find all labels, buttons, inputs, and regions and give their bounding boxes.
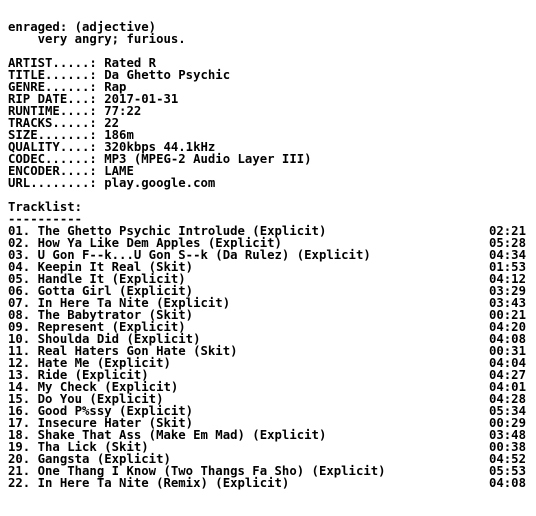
- info-label: ARTIST.....:: [8, 56, 97, 70]
- info-value: Rated R: [104, 56, 157, 70]
- track-duration: 05:28: [488, 236, 526, 250]
- info-label: ENCODER....:: [8, 164, 97, 178]
- track-title: 14. My Check (Explicit): [8, 380, 179, 394]
- track-title: 05. Handle It (Explicit): [8, 272, 186, 286]
- track-duration: 04:04: [488, 356, 526, 370]
- track-title: 02. How Ya Like Dem Apples (Explicit): [8, 236, 282, 250]
- track-duration: 05:53: [488, 464, 526, 478]
- tracklist-rule: ----------: [8, 212, 83, 226]
- info-value: Da Ghetto Psychic: [104, 68, 231, 82]
- tracklist-heading: Tracklist:: [8, 200, 83, 214]
- track-title: 07. In Here Ta Nite (Explicit): [8, 296, 231, 310]
- track-duration: 00:21: [488, 308, 526, 322]
- info-value: 77:22: [104, 104, 142, 118]
- track-duration: 04:08: [488, 476, 526, 490]
- info-label: SIZE.......:: [8, 128, 97, 142]
- tracklist: [8, 225, 530, 489]
- track-duration: 04:01: [488, 380, 526, 394]
- track-title: 19. Tha Lick (Skit): [8, 440, 149, 454]
- track-duration: 04:34: [488, 248, 526, 262]
- track-row: [8, 477, 530, 489]
- info-value: 2017-01-31: [104, 92, 179, 106]
- track-duration: 04:12: [488, 272, 526, 286]
- track-duration: 03:48: [488, 428, 526, 442]
- track-duration: 04:52: [488, 452, 526, 466]
- track-title: 16. Good P%ssy (Explicit): [8, 404, 194, 418]
- info-value: 186m: [104, 128, 134, 142]
- nfo-document: [8, 21, 530, 489]
- track-title: 20. Gangsta (Explicit): [8, 452, 171, 466]
- track-title: 06. Gotta Girl (Explicit): [8, 284, 194, 298]
- track-duration: 05:34: [488, 404, 526, 418]
- info-value: play.google.com: [104, 176, 216, 190]
- track-duration: 04:20: [488, 320, 526, 334]
- spacer: [8, 189, 530, 201]
- track-duration: 00:31: [488, 344, 526, 358]
- track-title: 12. Hate Me (Explicit): [8, 356, 171, 370]
- info-label: QUALITY....:: [8, 140, 97, 154]
- definition-headword: enraged: (adjective): [8, 20, 157, 34]
- track-title: 11. Real Haters Gon Hate (Skit): [8, 344, 238, 358]
- track-title: 08. The Babytrator (Skit): [8, 308, 194, 322]
- info-value: Rap: [104, 80, 127, 94]
- info-value: MP3 (MPEG-2 Audio Layer III): [104, 152, 312, 166]
- release-info: [8, 57, 530, 189]
- definition-meaning: very angry; furious.: [8, 32, 186, 46]
- info-label: RUNTIME....:: [8, 104, 97, 118]
- track-title: 22. In Here Ta Nite (Remix) (Explicit): [8, 476, 290, 490]
- track-title: 21. One Thang I Know (Two Thangs Fa Sho) (Explicit): [8, 464, 386, 478]
- info-label: TITLE......:: [8, 68, 97, 82]
- track-title: 18. Shake That Ass (Make Em Mad) (Explicit): [8, 428, 327, 442]
- track-duration: 04:28: [488, 392, 526, 406]
- info-label: GENRE......:: [8, 80, 97, 94]
- info-value: 320kbps 44.1kHz: [104, 140, 216, 154]
- track-duration: 00:38: [488, 440, 526, 454]
- info-label: URL........:: [8, 176, 97, 190]
- track-duration: 01:53: [488, 260, 526, 274]
- info-value: 22: [104, 116, 120, 130]
- info-label: RIP DATE...:: [8, 92, 97, 106]
- track-duration: 03:43: [488, 296, 526, 310]
- track-duration: 04:08: [488, 332, 526, 346]
- info-value: LAME: [104, 164, 134, 178]
- track-title: 17. Insecure Hater (Skit): [8, 416, 194, 430]
- track-title: 04. Keepin It Real (Skit): [8, 260, 194, 274]
- track-title: 01. The Ghetto Psychic Introlude (Explicit): [8, 224, 327, 238]
- track-title: 13. Ride (Explicit): [8, 368, 149, 382]
- info-label: CODEC......:: [8, 152, 97, 166]
- track-title: 03. U Gon F--k...U Gon S--k (Da Rulez) (Explicit): [8, 248, 371, 262]
- track-duration: 04:27: [488, 368, 526, 382]
- info-label: TRACKS.....:: [8, 116, 97, 130]
- track-duration: 00:29: [488, 416, 526, 430]
- track-title: 15. Do You (Explicit): [8, 392, 164, 406]
- track-duration: 03:29: [488, 284, 526, 298]
- track-title: 09. Represent (Explicit): [8, 320, 186, 334]
- track-duration: 02:21: [488, 224, 526, 238]
- track-title: 10. Shoulda Did (Explicit): [8, 332, 201, 346]
- info-row: [8, 177, 530, 189]
